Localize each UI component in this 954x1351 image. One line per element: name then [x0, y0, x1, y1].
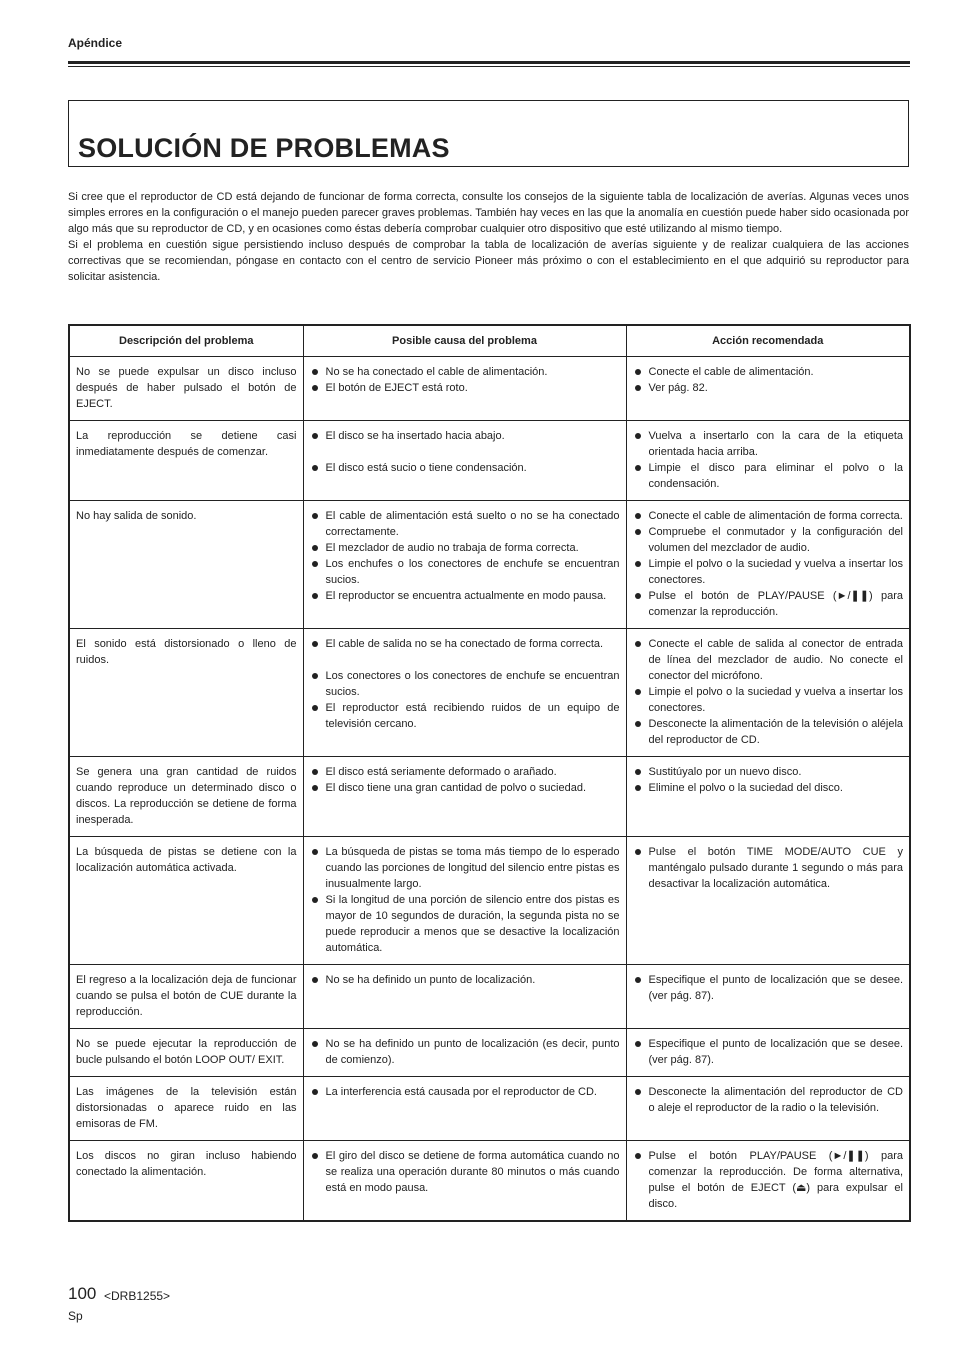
bullet-icon — [635, 529, 641, 535]
list-item-text: No se ha definido un punto de localización (es decir, punto de comienzo). — [325, 1038, 620, 1066]
troubleshooting-table — [68, 324, 911, 1222]
action-list — [633, 636, 904, 748]
bullet-icon — [635, 433, 641, 439]
list-item — [633, 380, 904, 396]
bullet-icon — [635, 1153, 641, 1159]
cause-list — [310, 1148, 620, 1196]
table-row — [69, 421, 910, 501]
list-item — [310, 1084, 620, 1100]
cause-list — [310, 844, 620, 956]
cause-list — [310, 508, 620, 604]
bullet-icon — [312, 705, 318, 711]
action-list — [633, 364, 904, 396]
list-item — [633, 588, 904, 620]
list-item — [310, 428, 620, 444]
list-item-text: Ver pág. 82. — [648, 382, 708, 394]
list-item — [310, 380, 620, 396]
list-item-text: Pulse el botón PLAY/PAUSE (►/❚❚) para comenzar la reproducción. De forma alternativa, pulse el botón de EJECT (⏏) para expulsar el disco. — [648, 1150, 903, 1210]
list-item — [633, 1148, 904, 1212]
problem-cell: Los discos no giran incluso habiendo conectado la alimentación. — [69, 1141, 303, 1222]
list-item — [633, 364, 904, 380]
list-item-text: El disco se ha insertado hacia abajo. — [325, 430, 505, 442]
list-item-text: Limpie el polvo o la suciedad y vuelva a insertar los conectores. — [648, 558, 903, 586]
document-code: <DRB1255> — [104, 1289, 171, 1303]
cause-cell — [303, 501, 626, 629]
header-action: Acción recomendada — [626, 325, 910, 357]
list-item — [633, 972, 904, 1004]
list-item — [310, 540, 620, 556]
cause-cell — [303, 421, 626, 501]
list-item-text: Especifique el punto de localización que se desee. (ver pág. 87). — [648, 974, 903, 1002]
cause-cell — [303, 357, 626, 421]
page-number: 100 — [68, 1284, 97, 1303]
problem-cell: Las imágenes de la televisión están distorsionadas o aparece ruido en las emisoras de FM. — [69, 1077, 303, 1141]
bullet-icon — [635, 1089, 641, 1095]
action-cell — [626, 837, 910, 965]
list-item — [310, 508, 620, 540]
list-item — [633, 764, 904, 780]
action-cell — [626, 629, 910, 757]
list-item-text: Limpie el disco para eliminar el polvo o la condensación. — [648, 462, 903, 490]
table-row — [69, 965, 910, 1029]
list-item — [310, 364, 620, 380]
list-item-text: Si la longitud de una porción de silencio entre dos pistas es mayor de 10 segundos de duración, la segunda pista no se puede reproducir a menos que se desactive la localización automática. — [325, 894, 620, 954]
section-label: Apéndice — [68, 36, 123, 50]
list-item-text: El reproductor está recibiendo ruidos de un equipo de televisión cercano. — [325, 702, 620, 730]
table-row — [69, 1141, 910, 1222]
list-item-text: El disco está sucio o tiene condensación. — [325, 462, 527, 474]
bullet-icon — [312, 545, 318, 551]
list-item-text: Desconecte la alimentación del reproductor de CD o aleje el reproductor de la radio o la televisión. — [648, 1086, 903, 1114]
cause-cell — [303, 757, 626, 837]
problem-cell: No se puede ejecutar la reproducción de bucle pulsando el botón LOOP OUT/ EXIT. — [69, 1029, 303, 1077]
bullet-icon — [635, 513, 641, 519]
table-row — [69, 629, 910, 757]
list-item — [633, 524, 904, 556]
action-list — [633, 1036, 904, 1068]
intro-text — [68, 189, 909, 285]
bullet-icon — [635, 721, 641, 727]
list-item-text: Pulse el botón de PLAY/PAUSE (►/❚❚) para comenzar la reproducción. — [648, 590, 903, 618]
list-item-text: Los enchufes o los conectores de enchufe se encuentran sucios. — [325, 558, 620, 586]
bullet-icon — [312, 369, 318, 375]
bullet-icon — [312, 1041, 318, 1047]
list-item-text: El disco tiene una gran cantidad de polvo o suciedad. — [325, 782, 587, 794]
problem-cell: Se genera una gran cantidad de ruidos cuando reproduce un determinado disco o discos. La reproducción se detiene de forma inesperada. — [69, 757, 303, 837]
bullet-icon — [635, 769, 641, 775]
bullet-icon — [312, 641, 318, 647]
list-item-text: Compruebe el conmutador y la configuración del volumen del mezclador de audio. — [648, 526, 903, 554]
cause-cell — [303, 1029, 626, 1077]
cause-list — [310, 764, 620, 796]
cause-list — [310, 636, 620, 732]
cause-cell — [303, 837, 626, 965]
list-item-text: Especifique el punto de localización que se desee. (ver pág. 87). — [648, 1038, 903, 1066]
title-box — [68, 100, 909, 167]
cause-cell — [303, 1077, 626, 1141]
table-row — [69, 757, 910, 837]
list-item — [633, 716, 904, 748]
action-list — [633, 508, 904, 620]
action-cell — [626, 1141, 910, 1222]
bullet-icon — [312, 593, 318, 599]
list-item-text: Sustitúyalo por un nuevo disco. — [648, 766, 802, 778]
list-item — [310, 780, 620, 796]
action-cell — [626, 1029, 910, 1077]
bullet-icon — [635, 593, 641, 599]
list-item — [310, 1148, 620, 1196]
bullet-icon — [312, 1089, 318, 1095]
problem-cell: La reproducción se detiene casi inmediatamente después de comenzar. — [69, 421, 303, 501]
bullet-icon — [312, 897, 318, 903]
page-title: SOLUCIÓN DE PROBLEMAS — [78, 133, 450, 163]
action-cell — [626, 757, 910, 837]
list-item-text: El disco está seriamente deformado o arañado. — [325, 766, 557, 778]
action-cell — [626, 965, 910, 1029]
cause-cell — [303, 1141, 626, 1222]
intro-paragraph-1: Si cree que el reproductor de CD está dejando de funcionar de forma correcta, consulte los consejos de la siguiente tabla de localización de averías. Algunas veces unos simples errores en la configuración o el manejo pueden parecer graves problemas. También hay veces en las que la anomalía en cuestión puede haber sido ocasionada por algo más que su reproductor de CD, y en ocasiones como éstas debería comprobar cualquier otro dispositivo que esté utilizando al mismo tiempo. — [68, 191, 909, 235]
bullet-icon — [635, 369, 641, 375]
bullet-icon — [312, 849, 318, 855]
list-item — [633, 780, 904, 796]
list-item-text: El mezclador de audio no trabaja de forma correcta. — [325, 542, 579, 554]
list-item — [310, 892, 620, 956]
list-item-text: Limpie el polvo o la suciedad y vuelva a insertar los conectores. — [648, 686, 903, 714]
table-row — [69, 501, 910, 629]
bullet-icon — [312, 673, 318, 679]
action-list — [633, 1084, 904, 1116]
list-item-text: Conecte el cable de alimentación de forma correcta. — [648, 510, 903, 522]
list-item-text: La búsqueda de pistas se toma más tiempo de lo esperado cuando las porciones de longitud del silencio entre pistas es inusualmente largo. — [325, 846, 620, 890]
list-item-text: Pulse el botón TIME MODE/AUTO CUE y manténgalo pulsado durante 1 segundo o más para desactivar la localización automática. — [648, 846, 903, 890]
action-cell — [626, 501, 910, 629]
cause-list — [310, 1084, 620, 1100]
cause-cell — [303, 629, 626, 757]
bullet-icon — [312, 465, 318, 471]
list-item-text: No se ha definido un punto de localización. — [325, 974, 536, 986]
list-item-text: Los conectores o los conectores de enchufe se encuentran sucios. — [325, 670, 620, 698]
bullet-icon — [312, 513, 318, 519]
list-item — [310, 556, 620, 588]
problem-cell: La búsqueda de pistas se detiene con la localización automática activada. — [69, 837, 303, 965]
list-item-text: El giro del disco se detiene de forma automática cuando no se realiza una operación durante 80 minutos o más cuando está en modo pausa. — [325, 1150, 620, 1194]
action-cell — [626, 1077, 910, 1141]
cause-list — [310, 428, 620, 476]
list-item — [633, 556, 904, 588]
header-rule-thin — [68, 66, 910, 67]
action-list — [633, 764, 904, 796]
problem-cell: No hay salida de sonido. — [69, 501, 303, 629]
list-item-text: Elimine el polvo o la suciedad del disco. — [648, 782, 843, 794]
list-item-text: La interferencia está causada por el reproductor de CD. — [325, 1086, 597, 1098]
list-item — [633, 508, 904, 524]
list-item-text: El cable de salida no se ha conectado de forma correcta. — [325, 638, 604, 650]
cause-cell — [303, 965, 626, 1029]
list-item — [310, 588, 620, 604]
list-item — [633, 636, 904, 684]
list-item — [310, 972, 620, 988]
table-body — [69, 357, 910, 1222]
problem-cell: No se puede expulsar un disco incluso después de haber pulsado el botón de EJECT. — [69, 357, 303, 421]
table-header-row — [69, 325, 910, 357]
bullet-icon — [635, 641, 641, 647]
list-item-text: Vuelva a insertarlo con la cara de la etiqueta orientada hacia arriba. — [648, 430, 903, 458]
list-item-text: Desconecte la alimentación de la televisión o aléjela del reproductor de CD. — [648, 718, 903, 746]
list-item — [310, 1036, 620, 1068]
list-item-text: No se ha conectado el cable de alimentación. — [325, 366, 548, 378]
action-list — [633, 428, 904, 492]
header-cause: Posible causa del problema — [303, 325, 626, 357]
list-item — [633, 460, 904, 492]
bullet-icon — [635, 561, 641, 567]
bullet-icon — [312, 977, 318, 983]
bullet-icon — [635, 465, 641, 471]
list-item — [310, 460, 620, 476]
bullet-icon — [312, 1153, 318, 1159]
intro-paragraph-2: Si el problema en cuestión sigue persistiendo incluso después de comprobar la tabla de localización de averías siguiente y de realizar cualquiera de las acciones correctivas que se recomiendan, póngase en contacto con el centro de servicio Pioneer más próximo o con el establecimiento en el que adquirió su reproductor para solicitar asistencia. — [68, 239, 909, 283]
list-item — [310, 636, 620, 652]
list-item-text: El botón de EJECT está roto. — [325, 382, 468, 394]
bullet-icon — [312, 433, 318, 439]
problem-cell: El sonido está distorsionado o lleno de ruidos. — [69, 629, 303, 757]
list-item — [633, 1084, 904, 1116]
list-item — [310, 668, 620, 700]
bullet-icon — [312, 769, 318, 775]
bullet-icon — [312, 561, 318, 567]
language-code: Sp — [68, 1309, 83, 1323]
table-row — [69, 837, 910, 965]
list-item — [633, 684, 904, 716]
list-item — [310, 764, 620, 780]
bullet-icon — [635, 689, 641, 695]
bullet-icon — [635, 977, 641, 983]
list-item — [310, 700, 620, 732]
action-cell — [626, 421, 910, 501]
bullet-icon — [312, 385, 318, 391]
bullet-icon — [635, 849, 641, 855]
list-item-text: El reproductor se encuentra actualmente en modo pausa. — [325, 590, 607, 602]
action-list — [633, 972, 904, 1004]
header-rule-thick — [68, 61, 910, 64]
list-item — [633, 428, 904, 460]
cause-list — [310, 972, 620, 988]
cause-list — [310, 364, 620, 396]
action-list — [633, 844, 904, 892]
list-item — [633, 1036, 904, 1068]
list-item-text: Conecte el cable de salida al conector de entrada de línea del mezclador de audio. No conecte el conector del micrófono. — [648, 638, 903, 682]
cause-list — [310, 1036, 620, 1068]
list-item-text: Conecte el cable de alimentación. — [648, 366, 814, 378]
header-problem: Descripción del problema — [69, 325, 303, 357]
table-row — [69, 1029, 910, 1077]
bullet-icon — [635, 1041, 641, 1047]
action-cell — [626, 357, 910, 421]
bullet-icon — [312, 785, 318, 791]
action-list — [633, 1148, 904, 1212]
bullet-icon — [635, 785, 641, 791]
bullet-icon — [635, 385, 641, 391]
table-row — [69, 1077, 910, 1141]
list-item — [310, 844, 620, 892]
problem-cell: El regreso a la localización deja de funcionar cuando se pulsa el botón de CUE durante la reproducción. — [69, 965, 303, 1029]
table-row — [69, 357, 910, 421]
list-item — [633, 844, 904, 892]
list-item-text: El cable de alimentación está suelto o no se ha conectado correctamente. — [325, 510, 620, 538]
